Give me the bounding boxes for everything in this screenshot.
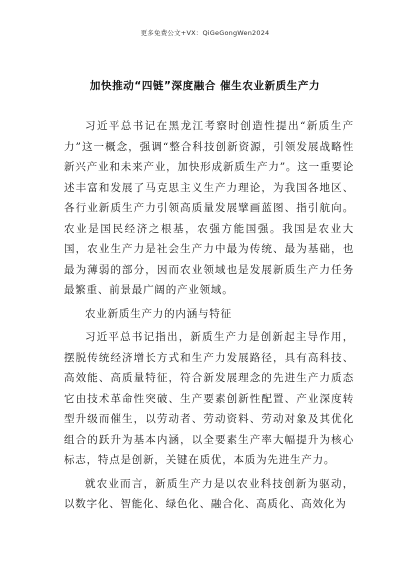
header-note: 更多免费公文+VX：QiGeGongWen2024 [140,29,270,37]
paragraph-agriculture: 就农业而言，新质生产力是以农业科技创新为驱动，以数字化、智能化、绿色化、融合化、高质化、高效化为 [64,477,354,510]
paragraph-definition: 习近平总书记指出，新质生产力是创新起主导作用，摆脱传统经济增长方式和生产力发展路径，具有高科技、高效能、高质量特征，符合新发展理念的先进生产力质态它由技术革命性突破、生产要素创新性配置、产业深度转型升级而催生，以劳动者、劳动资料、劳动对象及其优化组合的跃升为基本内涵，以全要素生产率大幅提升为核心标志，特点是创新，关键在质优，本质为先进生产力。 [64,331,354,466]
section-heading: 农业新质生产力的内涵与特征 [85,307,232,320]
paragraph-intro: 习近平总书记在黑龙江考察时创造性提出“新质生产力”这一概念，强调“整合科技创新资源，引领发展战略性新兴产业和未来产业，加快形成新质生产力”。这一重要论述丰富和发展了马克思主义生产力理论，为我国各地区、各行业新质生产力引领高质量发展擘画蓝图、指引航向。农业是国民经济之根基，农强方能国强。我国是农业大国，农业生产力是社会生产力中最为传统、最为基础，也最为薄弱的部分，因而农业领域也是发展新质生产力任务最繁重、前景最广阔的产业领域。 [64,120,354,296]
document-title: 加快推动“四链”深度融合 催生农业新质生产力 [89,80,321,92]
document-body [64,116,354,518]
